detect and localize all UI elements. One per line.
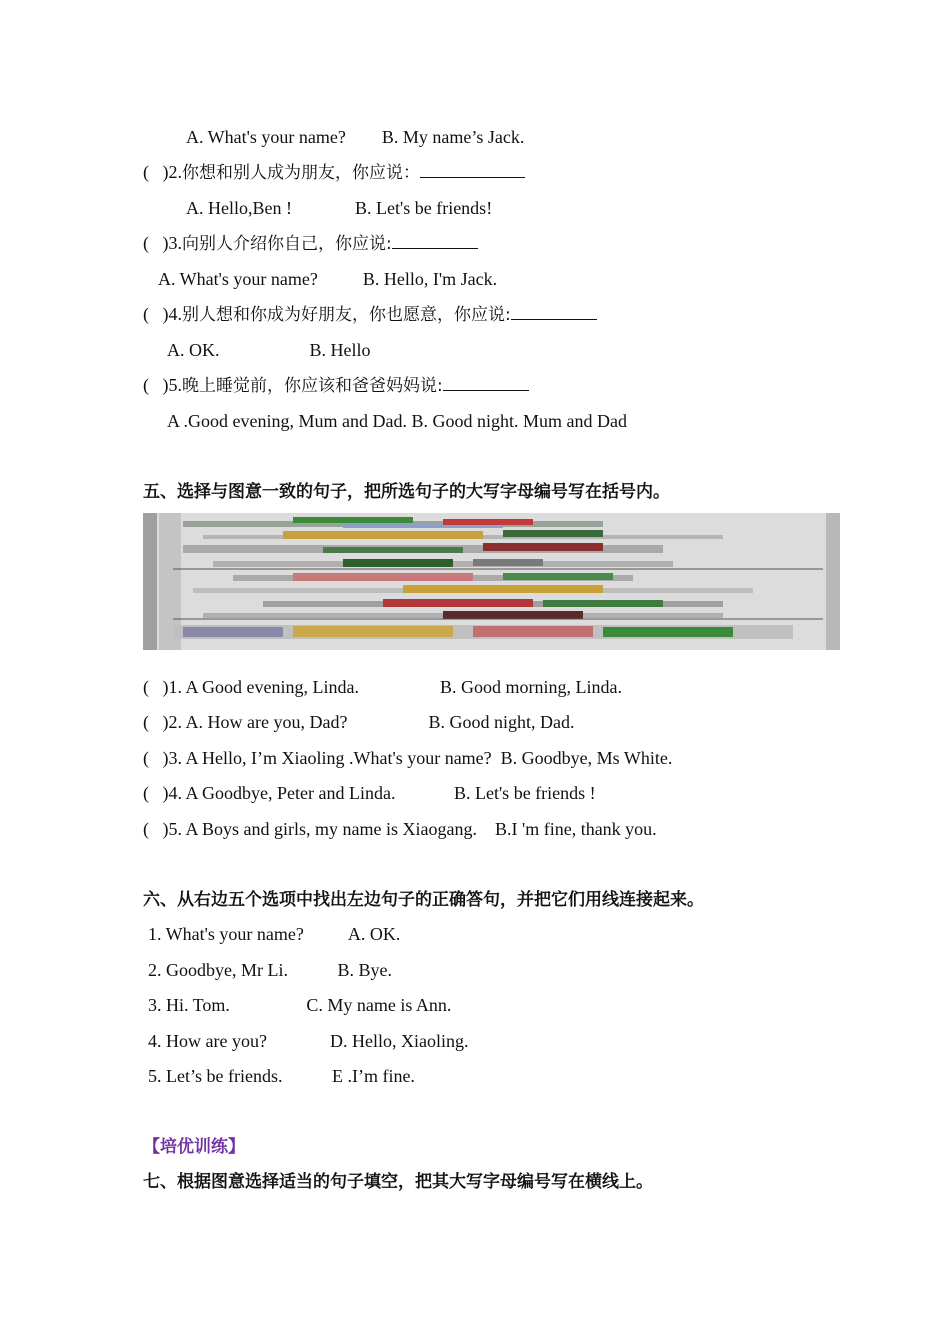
question-2	[143, 161, 525, 184]
s6-item-5: 5. Let’s be friends. E .I’m fine.	[148, 1066, 415, 1086]
s5-item-1: ( )1. A Good evening, Linda. B. Good morning, Linda.	[143, 677, 622, 697]
q2-text: 你想和别人成为朋友，你应说：	[182, 163, 420, 183]
q3-answer-blank[interactable]	[392, 232, 478, 249]
extra-training-label: 【培优训练】	[143, 1137, 245, 1157]
q4-text: 别人想和你成为好朋友，你也愿意，你应说:	[182, 305, 511, 325]
q4-number: ( )4.	[143, 304, 182, 324]
s6-item-1: 1. What's your name? A. OK.	[148, 924, 401, 944]
q1-options: A. What's your name? B. My name’s Jack.	[186, 127, 525, 147]
q2-number: ( )2.	[143, 162, 182, 182]
s6-item-3: 3. Hi. Tom. C. My name is Ann.	[148, 995, 452, 1015]
s5-item-2: ( )2. A. How are you, Dad? B. Good night, Dad.	[143, 712, 575, 732]
q4-answer-blank[interactable]	[511, 303, 597, 320]
q3-options: A. What's your name? B. Hello, I'm Jack.	[158, 269, 498, 289]
section6-heading: 六、从右边五个选项中找出左边句子的正确答句，并把它们用线连接起来。	[143, 890, 704, 910]
s5-item-3: ( )3. A Hello, I’m Xiaoling .What's your name? B. Goodbye, Ms White.	[143, 748, 673, 768]
s6-item-2: 2. Goodbye, Mr Li. B. Bye.	[148, 960, 392, 980]
q2-options: A. Hello,Ben ! B. Let's be friends!	[186, 198, 493, 218]
question-4	[143, 303, 597, 326]
section7-heading: 七、根据图意选择适当的句子填空，把其大写字母编号写在横线上。	[143, 1172, 653, 1192]
s6-item-4: 4. How are you? D. Hello, Xiaoling.	[148, 1031, 469, 1051]
q2-answer-blank[interactable]	[420, 161, 525, 178]
q3-text: 向别人介绍你自己，你应说:	[182, 234, 392, 254]
q4-options: A. OK. B. Hello	[167, 340, 371, 360]
s5-item-4: ( )4. A Goodbye, Peter and Linda. B. Let's be friends !	[143, 783, 596, 803]
question-5	[143, 374, 529, 397]
q3-number: ( )3.	[143, 233, 182, 253]
s5-item-5: ( )5. A Boys and girls, my name is Xiaogang. B.I 'm fine, thank you.	[143, 819, 657, 839]
q5-answer-blank[interactable]	[443, 374, 529, 391]
q5-options: A .Good evening, Mum and Dad. B. Good night. Mum and Dad	[167, 411, 627, 431]
picture-strip	[143, 513, 840, 650]
question-3	[143, 232, 478, 255]
q5-text: 晚上睡觉前，你应该和爸爸妈妈说:	[182, 376, 443, 396]
picture-strip-graphic	[143, 513, 840, 650]
q5-number: ( )5.	[143, 375, 182, 395]
section5-heading: 五、选择与图意一致的句子，把所选句子的大写字母编号写在括号内。	[143, 482, 670, 502]
